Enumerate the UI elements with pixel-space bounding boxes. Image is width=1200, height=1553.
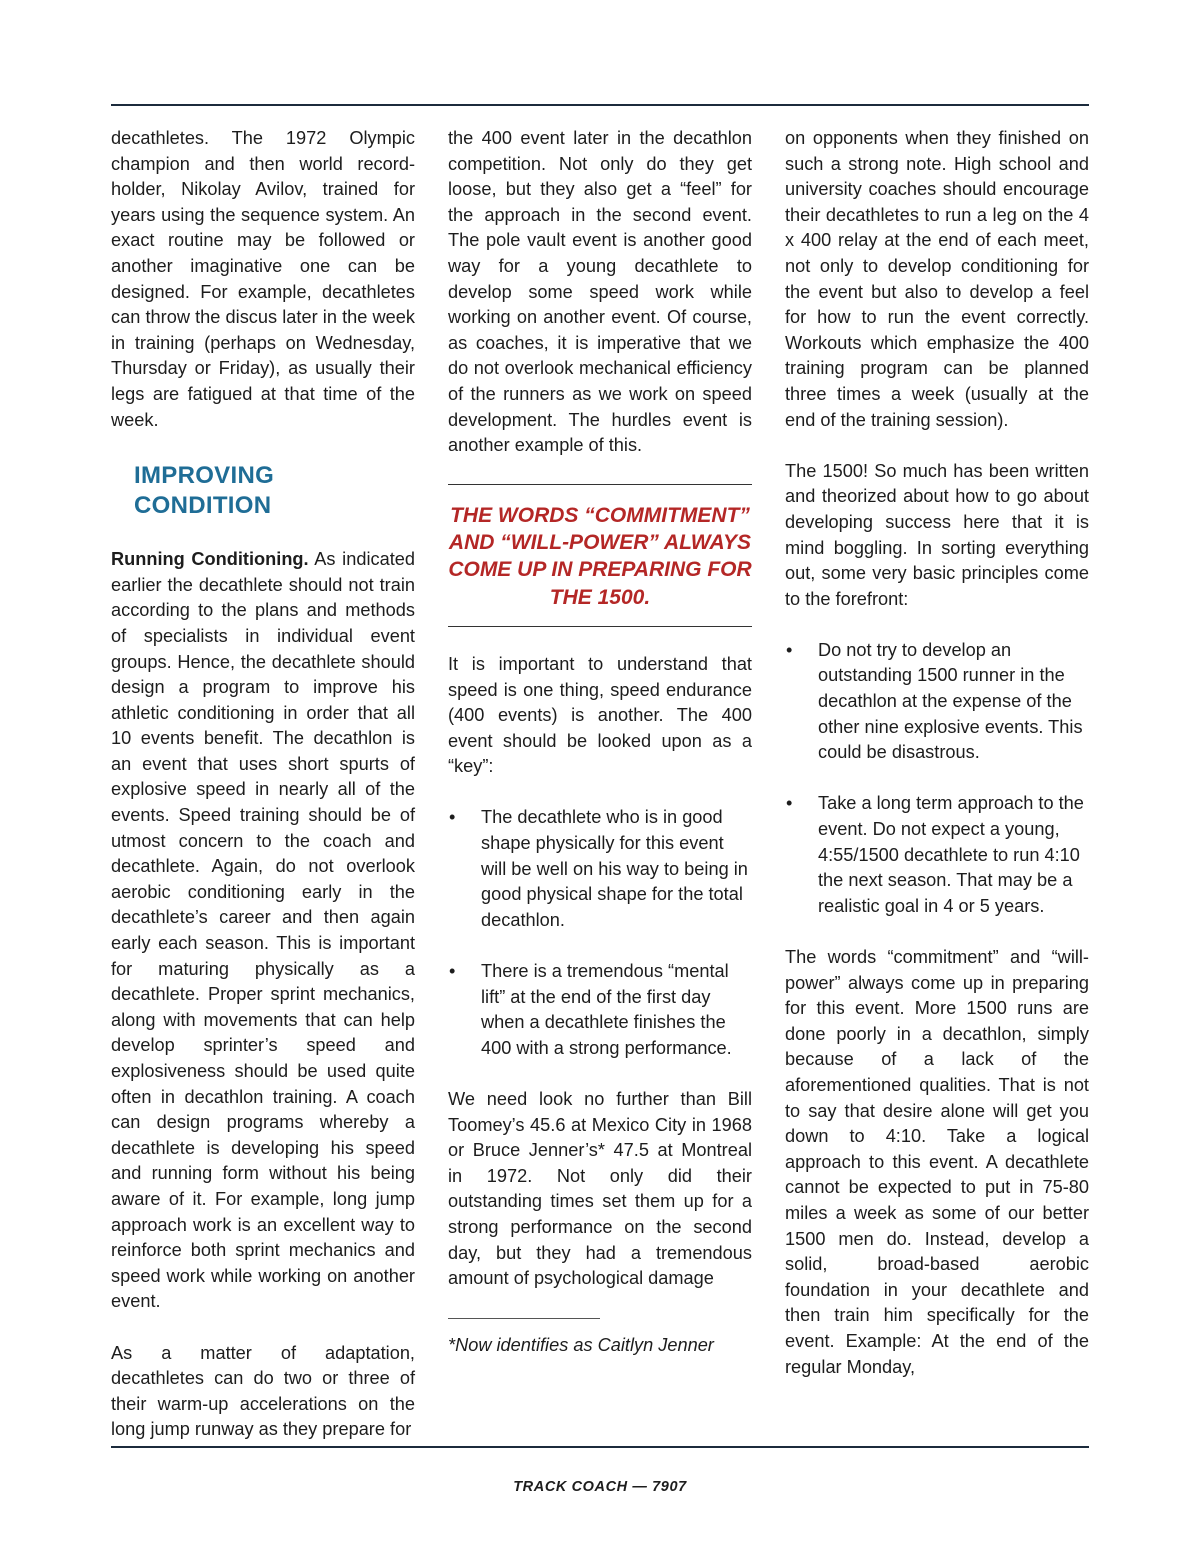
paragraph-running-conditioning: [111, 547, 415, 1315]
list-item: [785, 638, 1089, 766]
list-item-text: Take a long term approach to the event. Do not expect a young, 4:55/1500 decathlete to run 4:10 the next season. That may be a realistic goal in 4 or 5 years.: [818, 793, 1084, 916]
list-item-text: There is a tremendous “mental lift” at the end of the first day when a decathlete finishes the 400 with a strong performance.: [481, 961, 732, 1058]
bullet-list: [785, 638, 1089, 920]
paragraph: decathletes. The 1972 Olympic champion and then world record-holder, Nikolay Avilov, trained for years using the sequence system. An exact routine may be followed or another imaginative one can be designed. For example, decathletes can throw the discus later in the week in training (perhaps on Wednesday, Thursday or Friday), as usually their legs are fatigued at that time of the week.: [111, 128, 415, 430]
top-rule: [111, 104, 1089, 106]
list-item: [785, 791, 1089, 919]
paragraph: As a matter of adaptation, decathletes can do two or three of their warm-up accelerations on the long jump runway as they prepare for: [111, 1342, 415, 1440]
footnote: *Now identifies as Caitlyn Jenner: [448, 1334, 714, 1355]
bullet-marker: •: [786, 793, 793, 814]
paragraph: The words “commitment” and “will-power” always come up in preparing for this event. More 1500 runs are done poorly in a decathlon, simply because of a lack of the aforementioned qualities. That is not to say that desire alone will get you down to 4:10. Take a logical approach to this event. A decathlete cannot be expected to put in 75-80 miles a week as some of our better 1500 men do. Instead, develop a solid, broad-based aerobic foundation in your decathlete and then train him specifically for the event. Example: At the end of the regular Monday,: [785, 947, 1089, 1377]
bottom-rule: [111, 1446, 1089, 1448]
pull-quote: THE WORDS “COMMITMENT” AND “WILL-POWER” ALWAYS COME UP IN PREPARING FOR THE 1500.: [448, 484, 752, 627]
paragraph-lead: Running Conditioning.: [111, 549, 309, 570]
column-3: [785, 126, 1089, 1380]
column-1: [111, 126, 415, 1443]
bullet-marker: •: [786, 639, 793, 660]
paragraph: It is important to understand that speed is one thing, speed endurance (400 events) is another. The 400 event should be looked upon as a “key”:: [448, 653, 752, 777]
paragraph: the 400 event later in the decathlon competition. Not only do they get loose, but they also get a “feel” for the approach in the second event. The pole vault event is another good way for a young decathlete to develop some speed work while working on another event. Of course, as coaches, it is imperative that we do not overlook mechanical efficiency of the runners as we work on speed development. The hurdles event is another example of this.: [448, 128, 752, 456]
bullet-list: [448, 805, 752, 1061]
list-item-text: The decathlete who is in good shape physically for this event will be well on his way to being in good physical shape for the total decathlon.: [481, 807, 748, 930]
footnote-rule: [448, 1318, 600, 1319]
paragraph: The 1500! So much has been written and theorized about how to go about developing success here that it is mind boggling. In sorting everything out, some very basic principles come to the forefront:: [785, 460, 1089, 609]
section-heading: IMPROVING CONDITION: [134, 462, 275, 520]
list-item: [448, 959, 752, 1061]
column-2: [448, 126, 752, 1358]
paragraph-body: As indicated earlier the decathlete should not train according to the plans and methods of specialists in individual event groups. Hence, the decathlete should design a program to improve his athletic conditioning in order that all 10 events benefit. The decathlon is an event that uses short spurts of explosive speed in nearly all of the events. Speed training should be of utmost concern to the coach and decathlete. Again, do not overlook aerobic conditioning early in the decathlete’s career and then again early each season. This is important for maturing physically as a decathlete. Proper sprint mechanics, along with movements that can help develop sprinter’s speed and explosiveness should be used quite often in decathlon training. A coach can design programs whereby a decathlete is developing his speed and running form without his being aware of it. For example, long jump approach work is an excellent way to reinforce both sprint mechanics and speed work while working on another event.: [111, 549, 415, 1312]
paragraph: We need look no further than Bill Toomey’s 45.6 at Mexico City in 1968 or Bruce Jenner’s* 47.5 at Montreal in 1972. Not only did their outstanding times set them up for a strong performance on the second day, but they had a tremendous amount of psychological damage: [448, 1089, 752, 1289]
list-item: [448, 805, 752, 933]
paragraph: on opponents when they finished on such a strong note. High school and university coaches should encourage their decathletes to run a leg on the 4 x 400 relay at the end of each meet, not only to develop conditioning for the event but also to develop a feel for how to run the event correctly. Workouts which emphasize the 400 training program can be planned three times a week (usually at the end of the training session).: [785, 128, 1089, 430]
page-footer: TRACK COACH — 7907: [513, 1479, 687, 1495]
list-item-text: Do not try to develop an outstanding 1500 runner in the decathlon at the expense of the other nine explosive events. This could be disastrous.: [818, 639, 1083, 763]
bullet-marker: •: [449, 807, 456, 828]
bullet-marker: •: [449, 961, 456, 982]
